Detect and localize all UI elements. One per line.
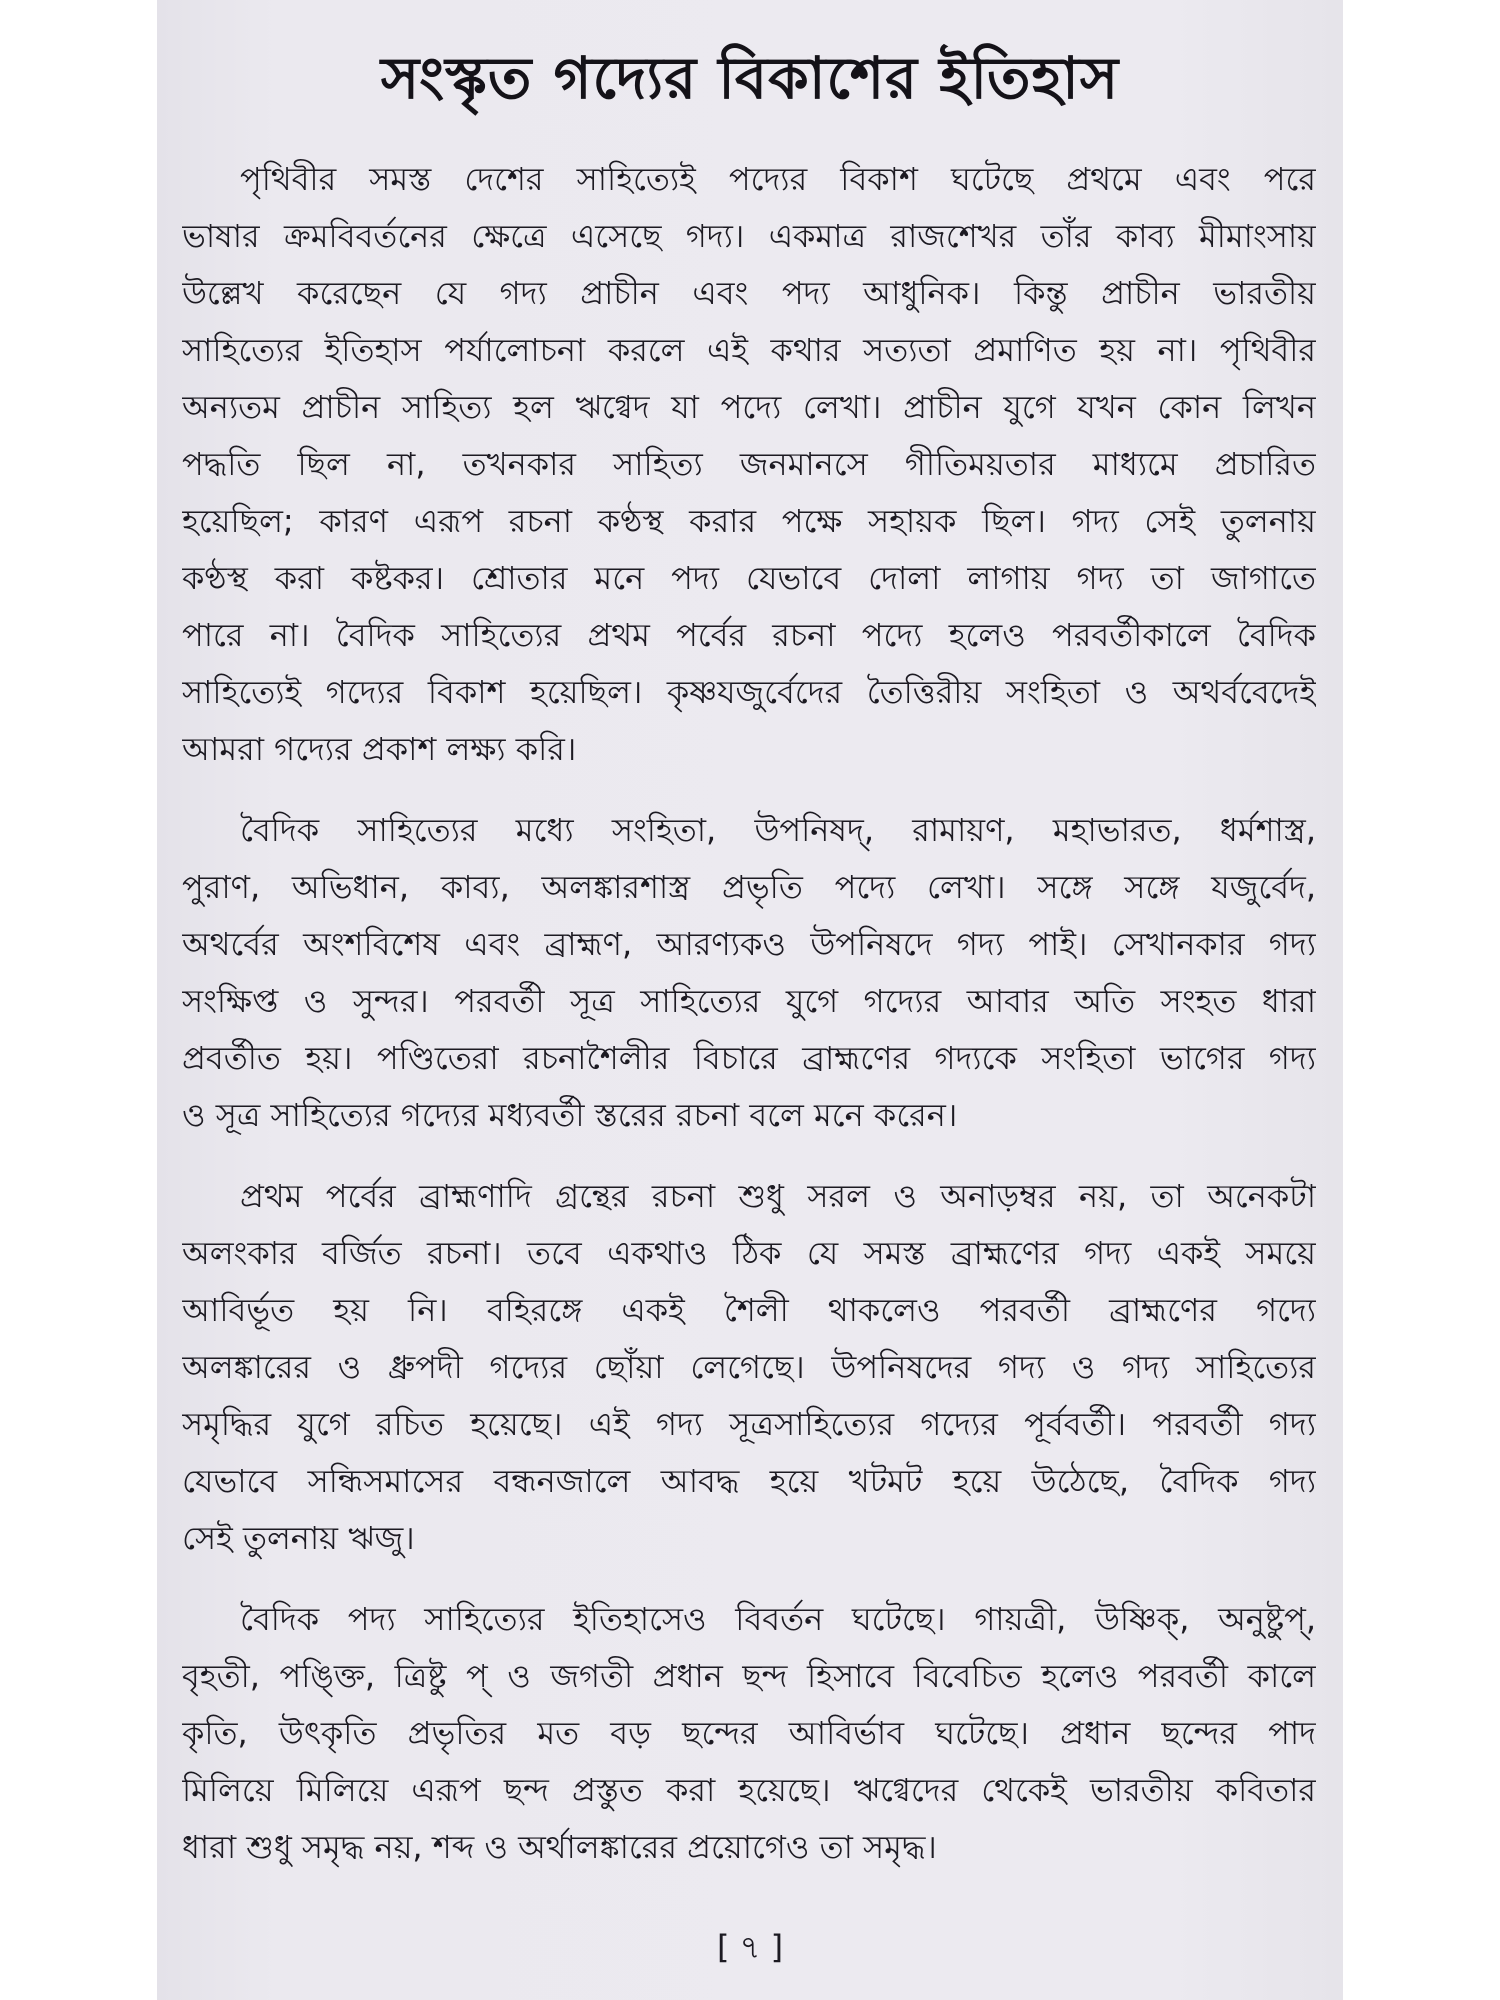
paragraph (182, 151, 1316, 778)
text-line: উল্লেখ করেছেন যে গদ্য প্রাচীন এবং পদ্য আধুনিক। কিন্তু প্রাচীন ভারতীয় (182, 274, 1316, 312)
body-text (182, 151, 1316, 1876)
text-line: সমৃদ্ধির যুগে রচিত হয়েছে। এই গদ্য সূত্রসাহিত্যের গদ্যের পূর্ববর্তী। পরবর্তী গদ্য (182, 1405, 1316, 1443)
text-line: পুরাণ, অভিধান, কাব্য, অলঙ্কারশাস্ত্র প্রভৃতি পদ্যে লেখা। সঙ্গে সঙ্গে যজুর্বেদ, (182, 868, 1316, 906)
book-page (157, 0, 1343, 2000)
chapter-title: সংস্কৃত গদ্যের বিকাশের ইতিহাস (380, 44, 1120, 112)
text-line: আবির্ভূত হয় নি। বহিরঙ্গে একই শৈলী থাকলেও পরবর্তী ব্রাহ্মণের গদ্যে (182, 1291, 1316, 1329)
text-line: অথর্বের অংশবিশেষ এবং ব্রাহ্মণ, আরণ্যকও উপনিষদে গদ্য পাই। সেখানকার গদ্য (182, 925, 1316, 963)
text-line: ও সূত্র সাহিত্যের গদ্যের মধ্যবর্তী স্তরের রচনা বলে মনে করেন। (182, 1096, 958, 1134)
text-line: সেই তুলনায় ঋজু। (182, 1519, 415, 1557)
text-line: অলঙ্কারের ও ধ্রুপদী গদ্যের ছোঁয়া লেগেছে। উপনিষদের গদ্য ও গদ্য সাহিত্যের (182, 1348, 1316, 1386)
text-line: সাহিত্যের ইতিহাস পর্যালোচনা করলে এই কথার সত্যতা প্রমাণিত হয় না। পৃথিবীর (182, 331, 1316, 369)
text-line: প্রথম পর্বের ব্রাহ্মণাদি গ্রন্থের রচনা শুধু সরল ও অনাড়ম্বর নয়, তা অনেকটা (240, 1177, 1316, 1215)
text-line: হয়েছিল; কারণ এরূপ রচনা কণ্ঠস্থ করার পক্ষে সহায়ক ছিল। গদ্য সেই তুলনায় (182, 502, 1316, 540)
page-number: [ ৭ ] (716, 1928, 784, 1966)
text-line: বৈদিক পদ্য সাহিত্যের ইতিহাসেও বিবর্তন ঘটেছে। গায়ত্রী, উষ্ণিক্, অনুষ্টুপ্, (240, 1600, 1316, 1638)
text-line: সাহিত্যেই গদ্যের বিকাশ হয়েছিল। কৃষ্ণযজুর্বেদের তৈত্তিরীয় সংহিতা ও অথর্ববেদেই (182, 673, 1316, 711)
text-line: যেভাবে সন্ধিসমাসের বন্ধনজালে আবদ্ধ হয়ে খটমট হয়ে উঠেছে, বৈদিক গদ্য (182, 1462, 1316, 1500)
text-line: ধারা শুধু সমৃদ্ধ নয়, শব্দ ও অর্থালঙ্কারের প্রয়োগেও তা সমৃদ্ধ। (182, 1828, 937, 1866)
text-line: বৃহতী, পঙ্ক্তি, ত্রিষ্টু প্ ও জগতী প্রধান ছন্দ হিসাবে বিবেচিত হলেও পরবর্তী কালে (182, 1657, 1316, 1695)
text-line: বৈদিক সাহিত্যের মধ্যে সংহিতা, উপনিষদ্, রামায়ণ, মহাভারত, ধর্মশাস্ত্র, (240, 811, 1316, 849)
text-line: ভাষার ক্রমবিবর্তনের ক্ষেত্রে এসেছে গদ্য। একমাত্র রাজশেখর তাঁর কাব্য মীমাংসায় (182, 217, 1316, 255)
text-line: অন্যতম প্রাচীন সাহিত্য হল ঋগ্বেদ যা পদ্যে লেখা। প্রাচীন যুগে যখন কোন লিখন (182, 388, 1316, 426)
paragraph (182, 802, 1316, 1144)
text-line: আমরা গদ্যের প্রকাশ লক্ষ্য করি। (182, 730, 577, 768)
text-line: মিলিয়ে মিলিয়ে এরূপ ছন্দ প্রস্তুত করা হয়েছে। ঋগ্বেদের থেকেই ভারতীয় কবিতার (182, 1771, 1316, 1809)
paragraph (182, 1168, 1316, 1567)
text-line: সংক্ষিপ্ত ও সুন্দর। পরবর্তী সূত্র সাহিত্যের যুগে গদ্যের আবার অতি সংহত ধারা (182, 982, 1316, 1020)
paragraph (182, 1591, 1316, 1876)
text-line: পদ্ধতি ছিল না, তখনকার সাহিত্য জনমানসে গীতিময়তার মাধ্যমে প্রচারিত (182, 445, 1316, 483)
text-line: কৃতি, উৎকৃতি প্রভৃতির মত বড় ছন্দের আবির্ভাব ঘটেছে। প্রধান ছন্দের পাদ (182, 1714, 1316, 1752)
text-line: প্রবর্তীত হয়। পণ্ডিতেরা রচনাশৈলীর বিচারে ব্রাহ্মণের গদ্যকে সংহিতা ভাগের গদ্য (182, 1039, 1316, 1077)
text-line: পৃথিবীর সমস্ত দেশের সাহিত্যেই পদ্যের বিকাশ ঘটেছে প্রথমে এবং পরে (240, 160, 1316, 198)
text-line: পারে না। বৈদিক সাহিত্যের প্রথম পর্বের রচনা পদ্যে হলেও পরবর্তীকালে বৈদিক (182, 616, 1316, 654)
text-line: কণ্ঠস্থ করা কষ্টকর। শ্রোতার মনে পদ্য যেভাবে দোলা লাগায় গদ্য তা জাগাতে (182, 559, 1316, 597)
text-line: অলংকার বর্জিত রচনা। তবে একথাও ঠিক যে সমস্ত ব্রাহ্মণের গদ্য একই সময়ে (182, 1234, 1316, 1272)
